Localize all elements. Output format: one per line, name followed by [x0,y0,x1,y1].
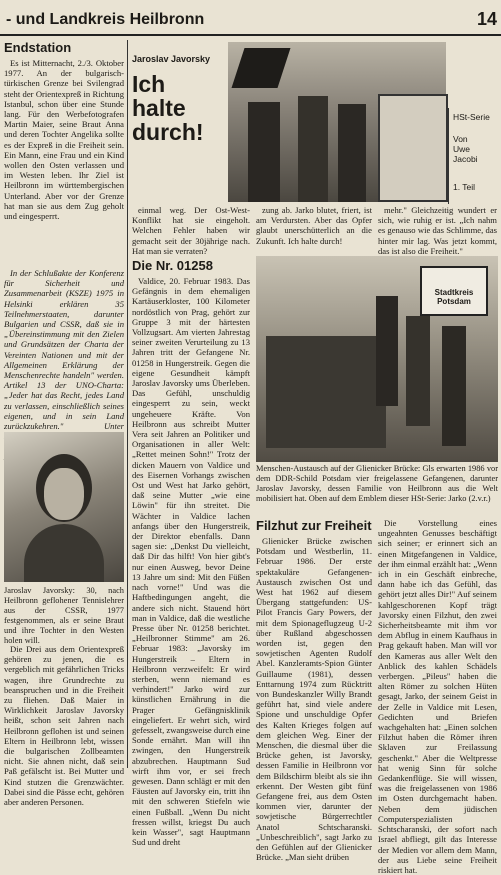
left-italic-text: In der Schlußakte der Konferenz für Sicherheit und Zusammenarbeit (KSZE) 1975 in Helsinki erklären 35 Teilnehmerstaaten, darunter Bulgarien und CSSR, daß sie in „Übereinstimmung mit den Zielen und Grundsätzen der Charta der Vereinten Nationen und mit der Allgemeinen Erklärung der Menschenrechte handeln" werden. Artikel 13 der UNO-Charta: „Jeder hat das Recht, jedes Land zu verlassen, einschließlich seines eigenen, und in sein Land zurückzukehren." Unter [4,268,124,432]
top-cont-2-text: zung ab. Jarko blutet, friert, ist am Verdursten. Aber das Opfer glaubt unerschütterlich an die Zukunft. Ich halte durch! [256,205,372,246]
bridge-caption: Menschen-Austausch auf der Glienicker Brücke: Gls erwarten 1986 vor dem DDR-Schild Potsdam vier freigelassene Gefangenen, darunter Jaroslav Javorsky, dessen Familie von Heilbronn aus die Welt mobilisiert hat. Oben auf dem Emblem dieser HSt-Serie: Jarko (2.v.r.) [256,464,498,503]
top-cont-1 [132,205,250,256]
person [338,104,366,202]
sign-line-1: Stadtkreis [434,288,474,297]
top-cont-3-text: mehr." Gleichzeitig wundert er sich, wie ruhig er ist. „Ich nahm es genauso wie das Schlimme, das hinter mir lag. Was jetzt kommt, das ist also die Freiheit." [378,205,497,256]
portrait-caption: Jaroslav Javorsky: 30, nach Heilbronn geflohener Tennislehrer aus der CSSR, 1977 festgenommen, als er seine Braut und ihre Tochter in den Westen holen will. [4,586,124,645]
sign-line-2: Potsdam [437,297,471,306]
mid-body [132,276,250,848]
right-body-text: Die Vorstellung eines ungeahnten Genusses beschäftigt sich seiner; er erinnert sich an einen Mitgefangenen in Valdice, der ihm einmal erzählt hat: „Wenn ich in ein Geschäft einbreche, dann habe ich das Gefühl, das gehört jetzt alles Dir!" Auf seinem kahlgeschorenen Kopf trägt Javorsky einen Filzhut, den zwei Sicherheitsbeamte mit ihm vor dem Abflug in einem Kaufhaus in Prag gekauft haben. Man will vor den Kameras aus aller Welt den Anblick des kahlen Schädels verbergen. „Pileus" haben die alten Römer zu solchen Hüten gesagt, Jarko, der seinem Geist in der Zelle in Valdice mit Lesen, Gedichten und Briefen wachgehalten hat: „Einen solchen Filzhut haben die Römer ihren Sklaven zur Freilassung geschenkt." Aber die Weltpresse hat wenig Sinn für solche Gedankenflüge. Sie will wissen, was die freigelassenen von 1986 im Osten durchgemacht haben. Neben dem jüdischen Computerspezialisten Schtscharanski, der sofort nach Israel abfliegt, gilt das Interesse der Medien vor allem dem Mann, der aus Liebe seine Freiheit riskiert hat. [378,518,497,875]
top-photo [228,42,446,202]
filzhut-body-text: Glienicker Brücke zwischen Potsdam und Westberlin, 11. Februar 1986. Der erste spektakuläre Gefangenen-Austausch zwischen Ost und West hat 1962 auf diesem Übergang stattgefunden: US-Pilot Francis Gary Powers, der mit dem Spionageflugzeug U-2 über Rußland abgeschossen worden ist, gegen den sowjetischen Agenten Rudolf Abel. Kanzleramts-Spion Günter Guillaume (1981), dessen Enttarnung 1974 zum Rücktritt von Bundeskanzler Willy Brandt geführt hat, sind viele andere Spione und unschuldige Opfer des Kalten Krieges folgen auf dem gleichen Weg. Einer der Menschen, die diesmal über die Brücke gehen, ist Javorsky, dessen Familie in Heilbronn vor dem Bildschirm bleibt als sie ihn erkennt. Der Westen gibt fünf Gefangene frei, aus dem Osten kommen vier, darunter der sowjetische Bürgerrechtler Anatol Schtscharanski. „Unbeschreiblich", sagt Jarko zu den Gefühlen auf der Glienicker Brücke. „Man sieht drüben [256,536,372,863]
page-number: 14 [476,9,497,29]
series-title: HSt-Serie [453,112,490,122]
header-title: - und Landkreis Heilbronn [6,11,205,28]
series-box [448,108,501,204]
mid-body-text: Valdice, 20. Februar 1983. Das Gefängnis in dem ehemaligen Kartäuserkloster, 100 Kilometer nordöstlich von Prag, gehört zur Gruppe 3 mit der härtesten Vollzugsart. Am vierten Jahrestag seiner zweiten Verurteilung zu 13 Jahren tritt der Gefangene Nr. 01258 in Hungerstreik. Gegen die eigene Gesundheit kämpft Jaroslav Javorsky ums Überleben. Das Gefühl, unschuldig eingesperrt zu sein, weckt ungeheuere Kräfte. Von Heilbronn aus schreibt Mutter Vera seit Jahren an Politiker und Organisationen in aller Welt: „Rettet meinen Sohn!" Trotz der dicken Mauern von Valdice und des Eisernen Vorhangs zwischen Ost und West hat Jarko gehört, daß seine Mutter „wie eine Löwin" für ihn streitet. Die Wächter in Valdice lachen anfangs über den Hungerstreik, der Direktor ebenfalls. Dann sagen sie: „Denkst Du vielleicht, daß Dir das hilft! Von hier gibt's nur einen Ausweg, bevor Deine 13 Jahre um sind: Mit den Füßen nach vorne!" Und was die Haftbedingungen angeht, die andere sich nicht. Stauend hört man in Valdice, daß die westliche Presse über Nr. 01258 berichtet. „Heilbronner Stimme" am 26. Februar 1983: „Javorsky im Hungerstreik – Eltern in Heilbronn verzweifelt: Er wird sterben, wenn niemand es verhindert!" Jarko wird zur künstlichen Ernährung in die Prager Gefängnisklinik eingeliefert. Er wehrt sich, wird gefesselt, zwangsweise durch eine Sonde ernährt. Man will ihn zwingen, den Hungerstreik abzubrechen. Hauptmann Sud wirft ihm vor, er sei frech gewesen. Dann schlägt er mit den Fäusten auf Javorsky ein, tritt ihn mit den schweren Stiefeln wie einen Fußball. „Wenn Du nicht fressen willst, kriegst Du auch kein Wasser", sagt Hauptmann Sud und dreht [132,276,250,848]
bus [378,94,448,202]
person [376,296,398,406]
byline: Jaroslav Javorsky [132,54,211,64]
top-cont-2 [256,205,372,251]
bridge-photo [256,256,498,462]
person [248,102,280,202]
person [298,96,328,202]
left-italic [4,268,124,432]
left-body-2-text: Die Drei aus dem Orientexpreß gehören zu jenen, die es vergeblich mit gefährlichen Tricks wagen, ihre Grundrechte zu beanspruchen und in die Freiheit zu fliehen. Daß Maier in Wirklichkeit Jaroslav Javorsky heißt, schon seit Jahren nach Heilbronn geflohen ist und seinen Eltern in Heilbronn lebt, wissen die bulgarischen Zollbeamten nicht. Sie ahnen nicht, daß sein Paß gefälscht ist. Bei Mutter und Kind stutzen die Grenzwächter. Dabei sind die Pässe echt, gehören aber anderen Personen. [4,644,124,808]
left-body [4,58,124,266]
page-header [0,0,501,36]
column-rule [127,40,128,768]
car [266,336,386,448]
series-author-2: Jacobi [453,154,478,164]
section-heading-endstation: Endstation [4,40,72,55]
portrait-body [24,524,104,582]
left-body-text: Es ist Mitternacht, 2./3. Oktober 1977. An der bulgarisch-türkischen Grenze bei Svilengrad steht der Orientexpreß in Richtung Istanbul, schon über eine Stunde lang. Für den Werbefotografen Martin Maier, seine Braut Anna und deren Tochter Angelika sollte es der Expreß in die Freiheit sein. Ein Mann, eine Frau und ein Kind wollen den Osten verlassen und im Westen leben. Ihr Ziel ist Heilbronn im württembergischen Unterland. Aber vor der Grenze hat man sie aus dem Zug geholt und eingesperrt. [4,58,124,222]
right-body [378,518,497,875]
section-heading-nr: Die Nr. 01258 [132,258,213,273]
headline: Ich halte durch! [132,71,204,145]
ddr-sign [420,266,488,316]
series-by: Von [453,134,468,144]
section-heading-filzhut: Filzhut zur Freiheit [256,518,372,533]
filzhut-body [256,536,372,863]
series-author-1: Uwe [453,144,471,154]
portrait-photo [4,432,124,582]
top-cont-1-text: einmal weg. Der Ost-West-Konflikt hat sie eingeholt. Welchen Fehler haben wir gemacht seit der 30jährige nach. Hat man sie verraten? [132,205,250,256]
left-body-2 [4,644,124,808]
flag [232,48,291,88]
portrait-face [44,468,84,520]
person [442,326,466,446]
person [406,316,430,426]
top-cont-3 [378,205,497,256]
series-part: 1. Teil [453,182,476,192]
